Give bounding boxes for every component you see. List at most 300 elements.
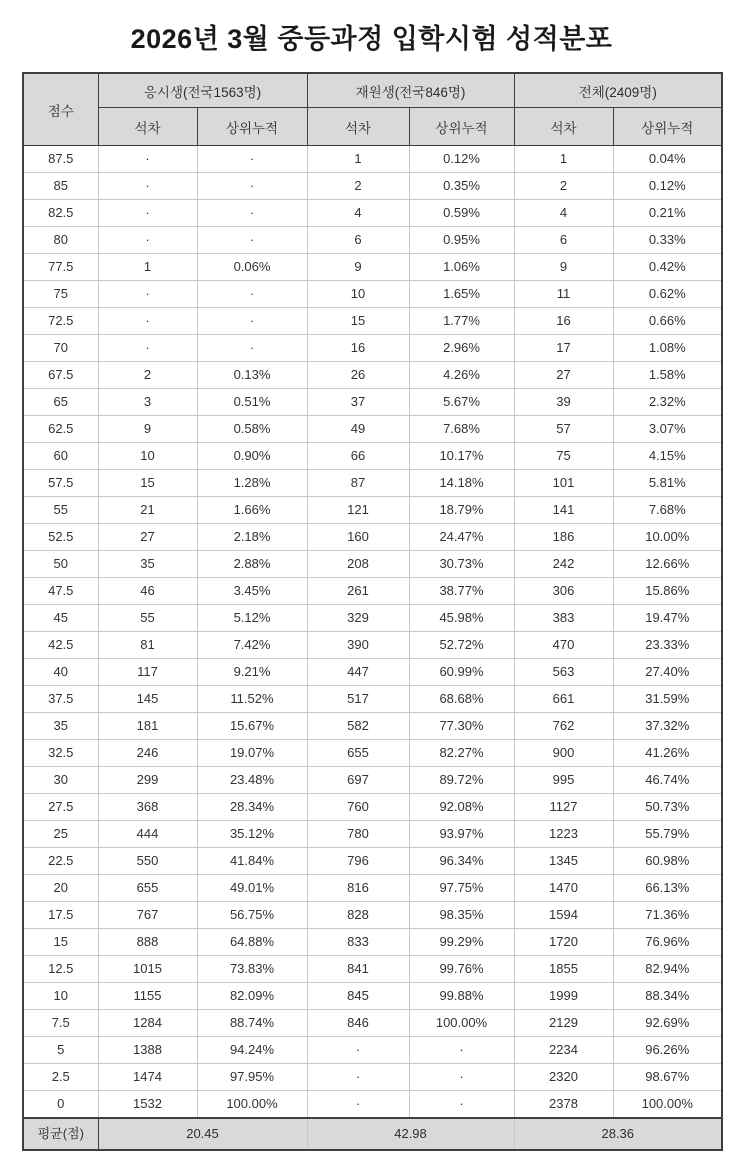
cumulative-cell: 37.32% [613,713,722,740]
rank-cell: 3 [98,389,197,416]
rank-cell: 2234 [514,1037,613,1064]
cumulative-cell: 4.15% [613,443,722,470]
table-row [23,659,722,686]
cumulative-cell: 1.28% [197,470,307,497]
rank-cell: 26 [307,362,409,389]
rank-cell: 246 [98,740,197,767]
table-row [23,605,722,632]
subheader-cumulative: 상위누적 [197,108,307,146]
cumulative-cell: · [197,200,307,227]
table-row [23,740,722,767]
rank-cell: 470 [514,632,613,659]
rank-cell: 306 [514,578,613,605]
rank-cell: 6 [514,227,613,254]
cumulative-cell: 2.96% [409,335,514,362]
score-cell: 80 [23,227,98,254]
score-cell: 47.5 [23,578,98,605]
rank-cell: 27 [98,524,197,551]
rank-cell: 81 [98,632,197,659]
rank-cell: · [98,146,197,173]
table-row [23,956,722,983]
cumulative-cell: 97.95% [197,1064,307,1091]
cumulative-cell: 7.42% [197,632,307,659]
rank-cell: 845 [307,983,409,1010]
cumulative-cell: 64.88% [197,929,307,956]
score-cell: 5 [23,1037,98,1064]
cumulative-cell: 5.67% [409,389,514,416]
table-row [23,470,722,497]
average-label: 평균(점) [23,1118,98,1150]
score-cell: 67.5 [23,362,98,389]
table-row [23,281,722,308]
score-column-header: 점수 [23,73,98,146]
score-cell: 62.5 [23,416,98,443]
score-cell: 65 [23,389,98,416]
score-cell: 72.5 [23,308,98,335]
rank-cell: 10 [307,281,409,308]
table-row [23,686,722,713]
cumulative-cell: 98.35% [409,902,514,929]
rank-cell: · [307,1064,409,1091]
rank-cell: 121 [307,497,409,524]
cumulative-cell: 1.66% [197,497,307,524]
cumulative-cell: 88.74% [197,1010,307,1037]
rank-cell: 900 [514,740,613,767]
rank-cell: 796 [307,848,409,875]
cumulative-cell: 82.09% [197,983,307,1010]
rank-cell: 21 [98,497,197,524]
cumulative-cell: 41.26% [613,740,722,767]
score-cell: 15 [23,929,98,956]
rank-cell: 655 [98,875,197,902]
rank-cell: 390 [307,632,409,659]
cumulative-cell: 92.08% [409,794,514,821]
cumulative-cell: 92.69% [613,1010,722,1037]
cumulative-cell: 0.90% [197,443,307,470]
rank-cell: 242 [514,551,613,578]
score-cell: 25 [23,821,98,848]
table-row [23,578,722,605]
cumulative-cell: · [409,1064,514,1091]
cumulative-cell: 0.51% [197,389,307,416]
rank-cell: 208 [307,551,409,578]
cumulative-cell: 0.06% [197,254,307,281]
table-row [23,1037,722,1064]
score-cell: 10 [23,983,98,1010]
rank-cell: 15 [307,308,409,335]
rank-cell: 1015 [98,956,197,983]
table-row [23,1091,722,1119]
rank-cell: 35 [98,551,197,578]
rank-cell: 117 [98,659,197,686]
rank-cell: 39 [514,389,613,416]
cumulative-cell: 1.77% [409,308,514,335]
table-row [23,497,722,524]
table-row [23,335,722,362]
cumulative-cell: 52.72% [409,632,514,659]
cumulative-cell: 76.96% [613,929,722,956]
subheader-rank: 석차 [98,108,197,146]
cumulative-cell: 100.00% [197,1091,307,1119]
score-cell: 57.5 [23,470,98,497]
rank-cell: 383 [514,605,613,632]
cumulative-cell: 89.72% [409,767,514,794]
score-cell: 37.5 [23,686,98,713]
table-row [23,389,722,416]
score-cell: 30 [23,767,98,794]
rank-cell: 2 [307,173,409,200]
rank-cell: 57 [514,416,613,443]
rank-cell: · [98,335,197,362]
cumulative-cell: 73.83% [197,956,307,983]
rank-cell: · [307,1037,409,1064]
table-row [23,524,722,551]
rank-cell: 55 [98,605,197,632]
cumulative-cell: 30.73% [409,551,514,578]
cumulative-cell: 2.88% [197,551,307,578]
table-row [23,200,722,227]
cumulative-cell: 66.13% [613,875,722,902]
cumulative-cell: 0.58% [197,416,307,443]
table-footer [23,1118,722,1150]
rank-cell: 1127 [514,794,613,821]
score-cell: 35 [23,713,98,740]
rank-cell: 368 [98,794,197,821]
score-cell: 2.5 [23,1064,98,1091]
cumulative-cell: 18.79% [409,497,514,524]
table-row [23,308,722,335]
cumulative-cell: 19.47% [613,605,722,632]
rank-cell: · [307,1091,409,1119]
table-row [23,848,722,875]
cumulative-cell: 2.18% [197,524,307,551]
score-cell: 85 [23,173,98,200]
rank-cell: 661 [514,686,613,713]
cumulative-cell: 12.66% [613,551,722,578]
rank-cell: 1 [307,146,409,173]
cumulative-cell: 28.34% [197,794,307,821]
cumulative-cell: 93.97% [409,821,514,848]
cumulative-cell: 49.01% [197,875,307,902]
rank-cell: 1 [514,146,613,173]
cumulative-cell: 0.13% [197,362,307,389]
cumulative-cell: 9.21% [197,659,307,686]
cumulative-cell: · [197,173,307,200]
rank-cell: 517 [307,686,409,713]
cumulative-cell: 10.17% [409,443,514,470]
table-row [23,551,722,578]
score-cell: 50 [23,551,98,578]
score-cell: 52.5 [23,524,98,551]
rank-cell: 66 [307,443,409,470]
table-row [23,875,722,902]
cumulative-cell: 3.45% [197,578,307,605]
cumulative-cell: 5.81% [613,470,722,497]
cumulative-cell: 50.73% [613,794,722,821]
rank-cell: 828 [307,902,409,929]
score-cell: 40 [23,659,98,686]
rank-cell: 49 [307,416,409,443]
group-header-enrolled: 재원생(전국846명) [307,73,514,108]
cumulative-cell: 4.26% [409,362,514,389]
rank-cell: 181 [98,713,197,740]
subheader-cumulative: 상위누적 [613,108,722,146]
rank-cell: 160 [307,524,409,551]
cumulative-cell: · [409,1037,514,1064]
cumulative-cell: 55.79% [613,821,722,848]
rank-cell: 888 [98,929,197,956]
rank-cell: 15 [98,470,197,497]
rank-cell: 101 [514,470,613,497]
cumulative-cell: 60.99% [409,659,514,686]
rank-cell: 582 [307,713,409,740]
score-cell: 82.5 [23,200,98,227]
rank-cell: 697 [307,767,409,794]
rank-cell: 6 [307,227,409,254]
table-row [23,1064,722,1091]
cumulative-cell: 71.36% [613,902,722,929]
rank-cell: 655 [307,740,409,767]
table-row [23,983,722,1010]
table-row [23,713,722,740]
score-cell: 27.5 [23,794,98,821]
rank-cell: 1284 [98,1010,197,1037]
cumulative-cell: · [197,335,307,362]
rank-cell: 2320 [514,1064,613,1091]
score-cell: 17.5 [23,902,98,929]
score-cell: 75 [23,281,98,308]
cumulative-cell: 38.77% [409,578,514,605]
cumulative-cell: 35.12% [197,821,307,848]
cumulative-cell: 5.12% [197,605,307,632]
score-distribution-table [22,72,723,1151]
cumulative-cell: 14.18% [409,470,514,497]
table-row [23,173,722,200]
cumulative-cell: 77.30% [409,713,514,740]
cumulative-cell: 7.68% [613,497,722,524]
cumulative-cell: 7.68% [409,416,514,443]
table-row [23,821,722,848]
cumulative-cell: 46.74% [613,767,722,794]
cumulative-cell: 0.95% [409,227,514,254]
cumulative-cell: · [197,227,307,254]
cumulative-cell: 100.00% [409,1010,514,1037]
cumulative-cell: 3.07% [613,416,722,443]
cumulative-cell: 1.08% [613,335,722,362]
cumulative-cell: · [197,308,307,335]
rank-cell: 141 [514,497,613,524]
cumulative-cell: 15.86% [613,578,722,605]
rank-cell: 46 [98,578,197,605]
rank-cell: 767 [98,902,197,929]
table-row [23,227,722,254]
score-cell: 87.5 [23,146,98,173]
table-header [23,73,722,146]
rank-cell: · [98,173,197,200]
cumulative-cell: 31.59% [613,686,722,713]
rank-cell: 760 [307,794,409,821]
cumulative-cell: 1.06% [409,254,514,281]
subheader-cumulative: 상위누적 [409,108,514,146]
rank-cell: 261 [307,578,409,605]
cumulative-cell: 82.94% [613,956,722,983]
score-cell: 12.5 [23,956,98,983]
rank-cell: 780 [307,821,409,848]
score-cell: 60 [23,443,98,470]
table-row [23,632,722,659]
cumulative-cell: 0.62% [613,281,722,308]
rank-cell: 329 [307,605,409,632]
cumulative-cell: 27.40% [613,659,722,686]
table-row [23,254,722,281]
table-row [23,767,722,794]
table-row [23,443,722,470]
cumulative-cell: 56.75% [197,902,307,929]
rank-cell: 1474 [98,1064,197,1091]
average-total: 28.36 [514,1118,722,1150]
rank-cell: 1388 [98,1037,197,1064]
cumulative-cell: 0.12% [613,173,722,200]
cumulative-cell: 0.04% [613,146,722,173]
rank-cell: · [98,308,197,335]
cumulative-cell: · [197,281,307,308]
cumulative-cell: · [197,146,307,173]
rank-cell: 9 [514,254,613,281]
rank-cell: 1470 [514,875,613,902]
cumulative-cell: 10.00% [613,524,722,551]
rank-cell: 9 [98,416,197,443]
cumulative-cell: 23.33% [613,632,722,659]
rank-cell: 846 [307,1010,409,1037]
rank-cell: 11 [514,281,613,308]
cumulative-cell: 0.59% [409,200,514,227]
average-enrolled: 42.98 [307,1118,514,1150]
cumulative-cell: 1.58% [613,362,722,389]
rank-cell: 1345 [514,848,613,875]
rank-cell: 1999 [514,983,613,1010]
cumulative-cell: 11.52% [197,686,307,713]
score-cell: 22.5 [23,848,98,875]
table-row [23,362,722,389]
rank-cell: 145 [98,686,197,713]
cumulative-cell: 1.65% [409,281,514,308]
rank-cell: 995 [514,767,613,794]
rank-cell: 299 [98,767,197,794]
rank-cell: 1223 [514,821,613,848]
rank-cell: 37 [307,389,409,416]
cumulative-cell: 15.67% [197,713,307,740]
cumulative-cell: 0.35% [409,173,514,200]
cumulative-cell: 94.24% [197,1037,307,1064]
subheader-rank: 석차 [307,108,409,146]
rank-cell: 1155 [98,983,197,1010]
rank-cell: 833 [307,929,409,956]
cumulative-cell: 96.34% [409,848,514,875]
cumulative-cell: 24.47% [409,524,514,551]
rank-cell: 87 [307,470,409,497]
table-row [23,146,722,173]
rank-cell: 186 [514,524,613,551]
rank-cell: 563 [514,659,613,686]
rank-cell: · [98,200,197,227]
cumulative-cell: 45.98% [409,605,514,632]
rank-cell: · [98,281,197,308]
table-row [23,929,722,956]
rank-cell: 2 [98,362,197,389]
cumulative-cell: 99.76% [409,956,514,983]
rank-cell: 16 [514,308,613,335]
table-row [23,416,722,443]
rank-cell: 762 [514,713,613,740]
group-header-examinees: 응시생(전국1563명) [98,73,307,108]
cumulative-cell: 82.27% [409,740,514,767]
cumulative-cell: 68.68% [409,686,514,713]
rank-cell: 4 [514,200,613,227]
rank-cell: 2378 [514,1091,613,1119]
cumulative-cell: 23.48% [197,767,307,794]
rank-cell: 4 [307,200,409,227]
average-row [23,1118,722,1150]
rank-cell: 444 [98,821,197,848]
table-row [23,1010,722,1037]
cumulative-cell: 0.12% [409,146,514,173]
subheader-rank: 석차 [514,108,613,146]
rank-cell: 2129 [514,1010,613,1037]
cumulative-cell: 100.00% [613,1091,722,1119]
cumulative-cell: 88.34% [613,983,722,1010]
score-cell: 70 [23,335,98,362]
score-cell: 32.5 [23,740,98,767]
average-examinees: 20.45 [98,1118,307,1150]
rank-cell: 816 [307,875,409,902]
cumulative-cell: 0.33% [613,227,722,254]
rank-cell: 27 [514,362,613,389]
rank-cell: 1594 [514,902,613,929]
rank-cell: 1 [98,254,197,281]
rank-cell: 2 [514,173,613,200]
rank-cell: 1720 [514,929,613,956]
page-title: 2026년 3월 중등과정 입학시험 성적분포 [130,23,613,54]
cumulative-cell: 98.67% [613,1064,722,1091]
cumulative-cell: 0.66% [613,308,722,335]
cumulative-cell: 0.21% [613,200,722,227]
score-cell: 42.5 [23,632,98,659]
cumulative-cell: 96.26% [613,1037,722,1064]
rank-cell: 9 [307,254,409,281]
rank-cell: · [98,227,197,254]
cumulative-cell: 2.32% [613,389,722,416]
score-cell: 77.5 [23,254,98,281]
rank-cell: 16 [307,335,409,362]
score-cell: 55 [23,497,98,524]
cumulative-cell: 97.75% [409,875,514,902]
cumulative-cell: · [409,1091,514,1119]
cumulative-cell: 0.42% [613,254,722,281]
score-cell: 0 [23,1091,98,1119]
rank-cell: 10 [98,443,197,470]
cumulative-cell: 60.98% [613,848,722,875]
cumulative-cell: 19.07% [197,740,307,767]
table-row [23,794,722,821]
table-body [23,146,722,1119]
score-cell: 7.5 [23,1010,98,1037]
rank-cell: 841 [307,956,409,983]
rank-cell: 447 [307,659,409,686]
table-row [23,902,722,929]
cumulative-cell: 99.29% [409,929,514,956]
rank-cell: 550 [98,848,197,875]
rank-cell: 1532 [98,1091,197,1119]
